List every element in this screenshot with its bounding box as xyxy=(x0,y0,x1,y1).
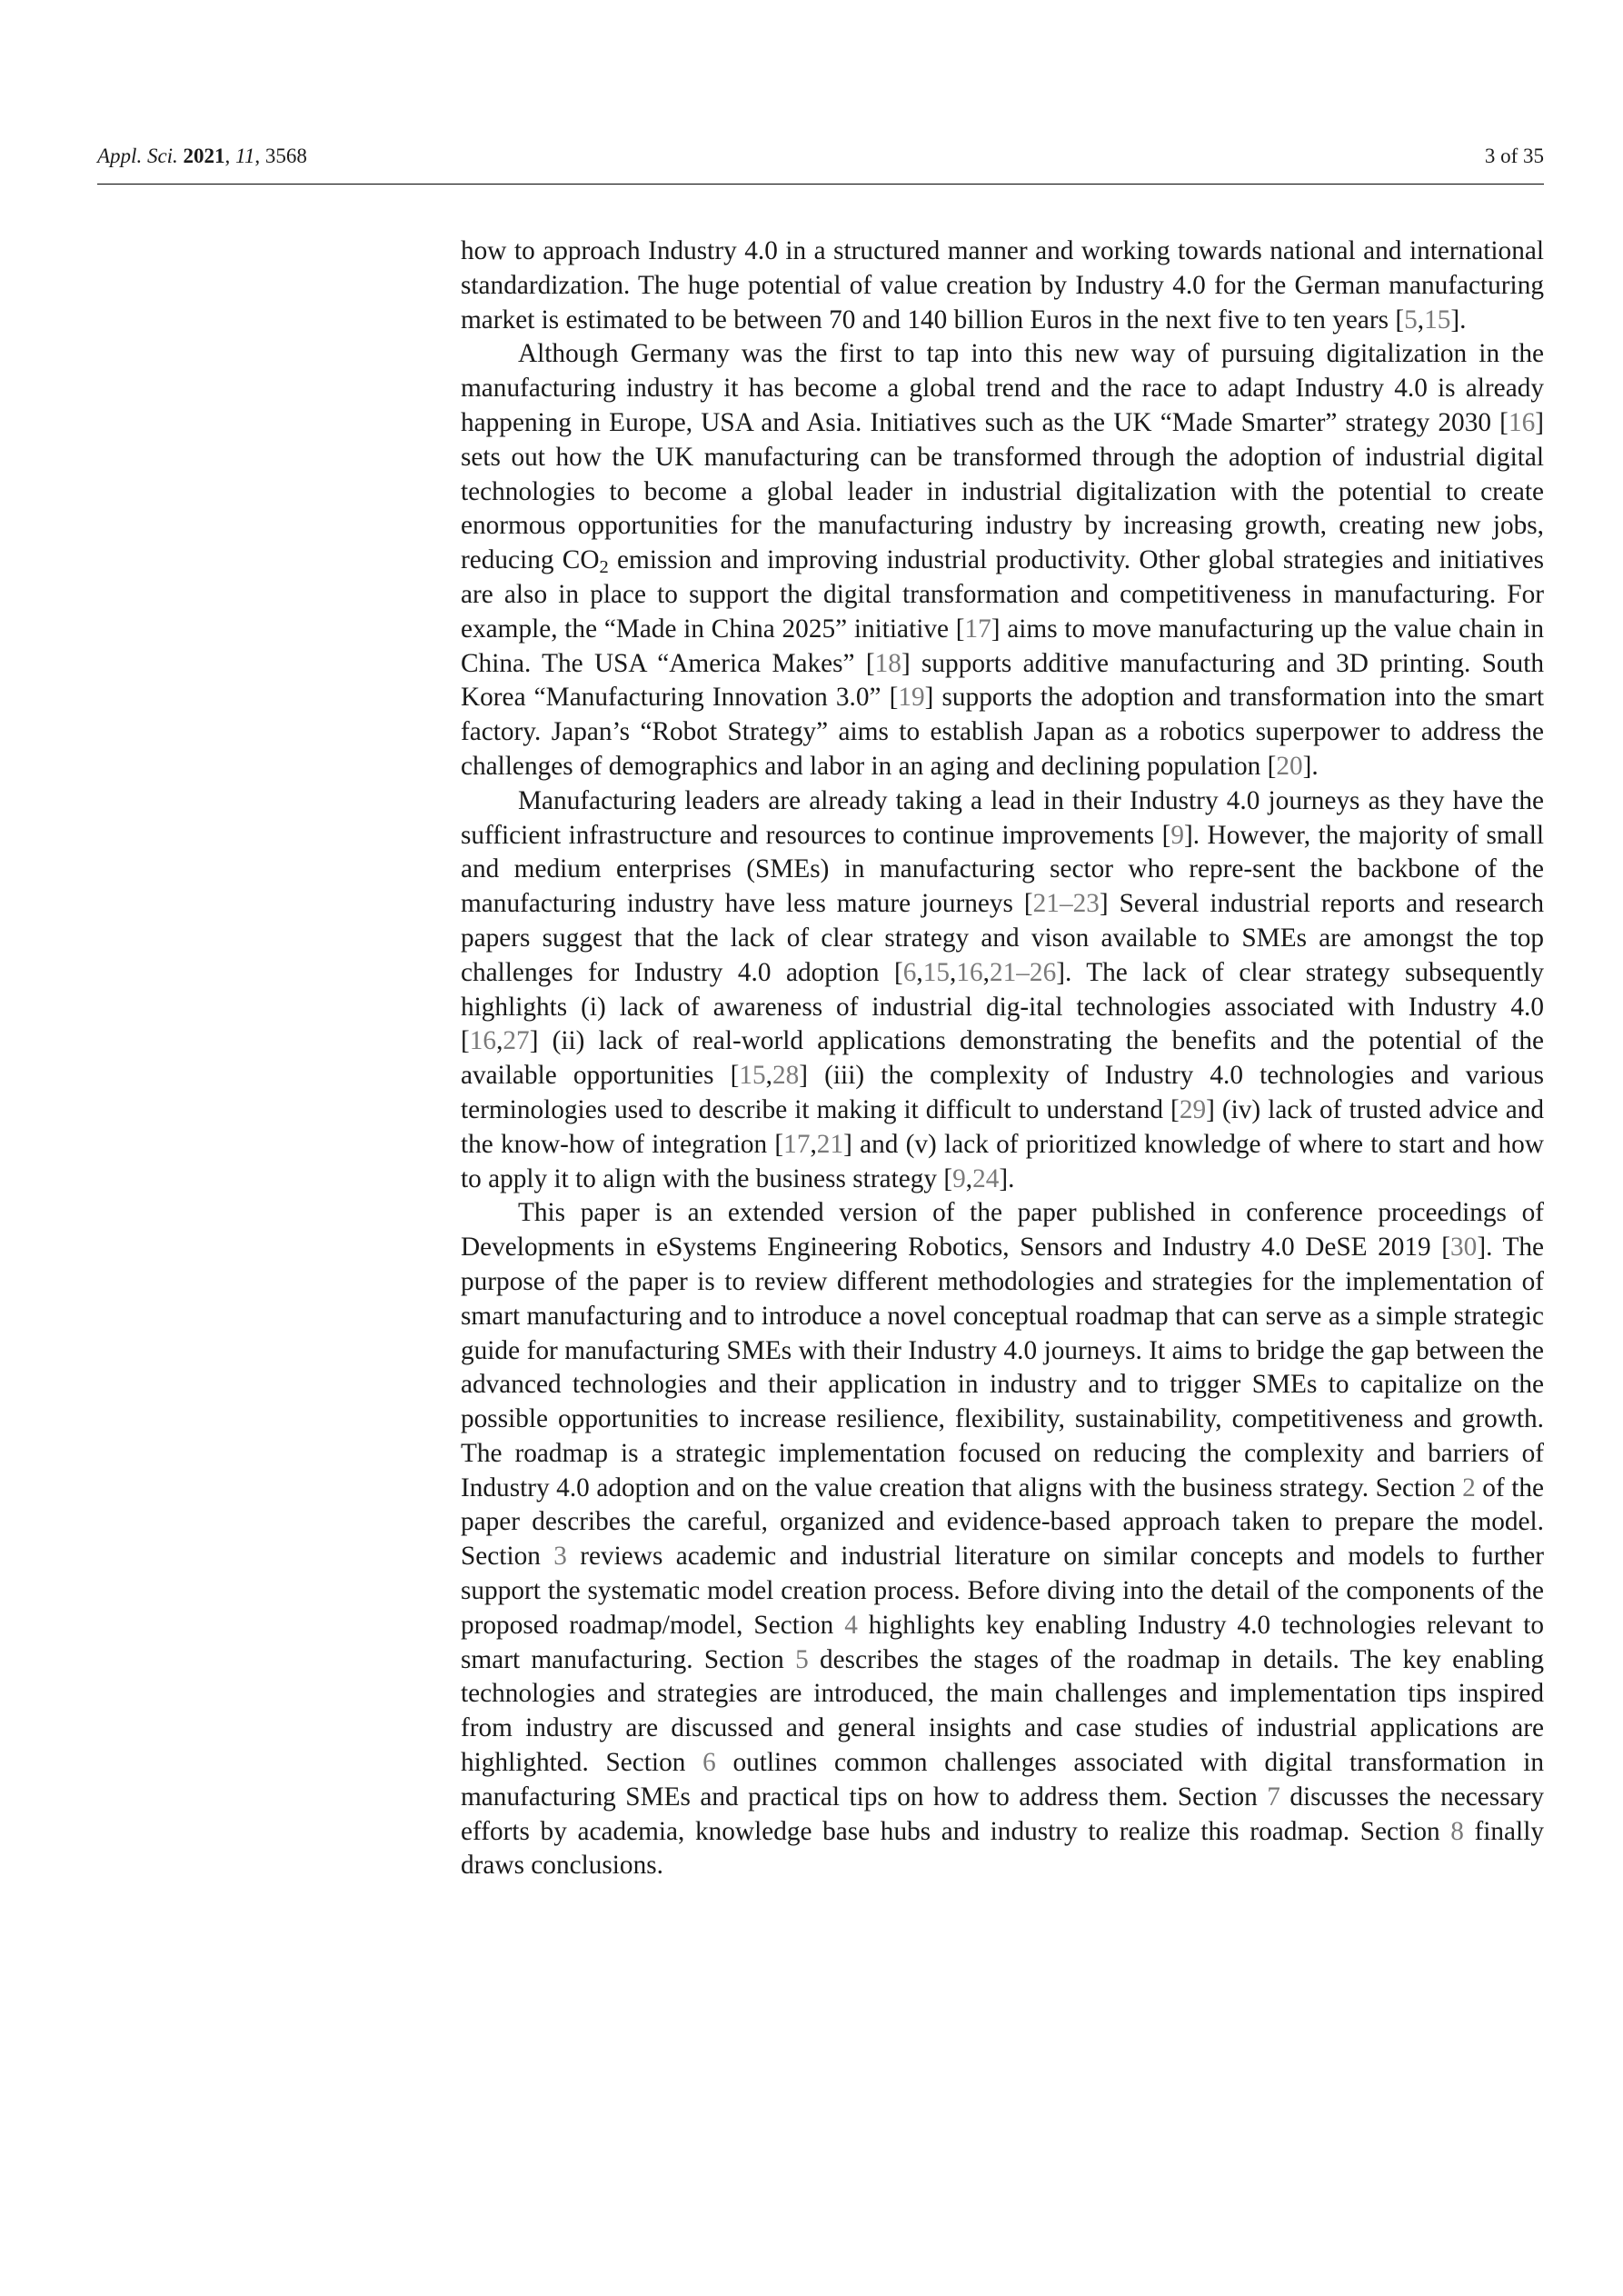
citation-link[interactable]: 24 xyxy=(972,1163,1000,1193)
text-run: highlights key enabling Industry 4.0 technologies relevant to smart manufacturing. Section xyxy=(461,1610,1544,1674)
citation-link[interactable]: 4 xyxy=(844,1610,858,1640)
citation-link[interactable]: 15 xyxy=(739,1061,766,1091)
citation-link[interactable]: 21–26 xyxy=(989,957,1057,987)
text-run: ]. xyxy=(1450,304,1467,334)
text-run: Manufacturing leaders are already taking a lead in their Industry 4.0 journeys as they have the sufficient infrastructure and resources to continue improvements [ xyxy=(461,785,1544,850)
citation-link[interactable]: 16 xyxy=(956,957,983,987)
page-header xyxy=(97,144,1544,185)
text-run: ] Several industrial reports and research papers suggest that the lack of clear strategy and vison available to SMEs are amongst the top challenges for Industry 4.0 adoption [ xyxy=(461,889,1544,987)
text-run: , xyxy=(1417,304,1425,334)
journal-reference: Appl. Sci. 2021, 11, 3568 xyxy=(97,145,307,167)
text-run: ]. However, the majority of small and medium enterprises (SMEs) in manufacturing sector who repre-sent the backbone of the manufacturing industry have less mature journeys [ xyxy=(461,820,1544,919)
volume-number: 11 xyxy=(235,145,255,167)
journal-name: Appl. Sci. xyxy=(97,145,178,167)
citation-link[interactable]: 5 xyxy=(795,1644,809,1674)
citation-link[interactable]: 21–23 xyxy=(1032,889,1100,919)
citation-link[interactable]: 5 xyxy=(1404,304,1418,334)
text-run: ] supports additive manufacturing and 3D printing. South Korea “Manufacturing Innovation 3.0” [ xyxy=(461,648,1544,713)
text-run: ] (iv) lack of trusted advice and the know-how of integration [ xyxy=(461,1094,1544,1159)
citation-link[interactable]: 15 xyxy=(922,957,951,987)
text-run: ] sets out how the UK manufacturing can be transformed through the adoption of industrial digital technologies to become a global leader in industrial digitalization with the potential to create enormous opportunities for the manufacturing industry by increasing growth, creating new jobs, reducing CO xyxy=(461,407,1544,575)
citation-link[interactable]: 6 xyxy=(902,957,917,987)
subscript: 2 xyxy=(599,557,609,578)
text-run: , xyxy=(916,957,923,987)
citation-link[interactable]: 18 xyxy=(874,648,901,678)
text-run: , xyxy=(765,1061,772,1091)
text-run: Although Germany was the first to tap into this new way of pursuing digitalization in the manufacturing industry it has become a global trend and the race to adapt Industry 4.0 is already happening in Europe, USA and Asia. Initiatives such as the UK “Made Smarter” strategy 2030 [ xyxy=(461,339,1544,437)
text-run: , xyxy=(810,1129,817,1159)
text-run: how to approach Industry 4.0 in a structured manner and working towards national and international standardization. The huge potential of value creation by Industry 4.0 for the German manufacturing market is estimated to be between 70 and 140 billion Euros in the next five to ten years [ xyxy=(461,236,1544,334)
citation-link[interactable]: 15 xyxy=(1424,304,1451,334)
citation-link[interactable]: 27 xyxy=(503,1026,530,1056)
citation-link[interactable]: 6 xyxy=(702,1748,716,1778)
text-run: ]. xyxy=(1302,751,1319,781)
text-run: ]. The lack of clear strategy subsequently highlights (i) lack of awareness of industrial dig-ital technologies associated with Industry 4.0 [ xyxy=(461,957,1544,1056)
citation-link[interactable]: 9 xyxy=(952,1163,966,1193)
text-run: finally draws conclusions. xyxy=(461,1816,1544,1881)
citation-link[interactable]: 17 xyxy=(964,614,991,644)
text-run: ]. The purpose of the paper is to review different methodologies and strategies for the implementation of smart manufacturing and to introduce a novel conceptual roadmap that can serve as a simple strategic guide for manufacturing SMEs with their Industry 4.0 journeys. It aims to bridge the gap between the advanced technologies and their application in industry and to trigger SMEs to capitalize on the possible opportunities to increase resilience, flexibility, sustainability, competitiveness and growth. The roadmap is a strategic implementation focused on reducing the complexity and barriers of Industry 4.0 adoption and on the value creation that aligns with the business strategy. Section xyxy=(461,1233,1544,1502)
citation-link[interactable]: 2 xyxy=(1462,1472,1476,1502)
text-run: reviews academic and industrial literature on similar concepts and models to further support the systematic model creation process. Before diving into the detail of the components of the proposed roadmap/model, Section xyxy=(461,1542,1545,1640)
text-run: This paper is an extended version of the paper published in conference proceedings of Developments in eSystems Engineering Robotics, Sensors and Industry 4.0 DeSE 2019 [ xyxy=(461,1198,1544,1263)
body-text xyxy=(461,235,1544,1883)
citation-link[interactable]: 20 xyxy=(1276,751,1303,781)
citation-link[interactable]: 9 xyxy=(1170,820,1184,850)
citation-link[interactable]: 28 xyxy=(772,1061,800,1091)
publication-year: 2021 xyxy=(183,145,225,167)
paragraph-1 xyxy=(461,235,1544,337)
text-run: discusses the necessary efforts by academia, knowledge base hubs and industry to realize this roadmap. Section xyxy=(461,1782,1544,1846)
text-run: ] (ii) lack of real-world applications demonstrating the benefits and the potential of the available opportunities [ xyxy=(461,1026,1544,1091)
citation-link[interactable]: 3 xyxy=(553,1542,567,1572)
citation-link[interactable]: 19 xyxy=(898,683,925,713)
text-run: , xyxy=(950,957,957,987)
text-run: , xyxy=(965,1163,973,1193)
text-run: emission and improving industrial productivity. Other global strategies and initiatives are also in place to support the digital transformation and competitiveness in manufacturing. For example, the “Made in China 2025” initiative [ xyxy=(461,545,1544,644)
text-run: of the paper describes the careful, organized and evidence-based approach taken to prepare the model. Section xyxy=(461,1472,1544,1572)
citation-link[interactable]: 16 xyxy=(469,1026,497,1056)
text-run: outlines common challenges associated with digital transformation in manufacturing SMEs and practical tips on how to address them. Section xyxy=(461,1748,1544,1812)
text-run: , xyxy=(982,957,990,987)
text-run: ]. xyxy=(999,1163,1015,1193)
paragraph-2 xyxy=(461,337,1544,784)
citation-link[interactable]: 29 xyxy=(1179,1094,1207,1124)
text-run: ] (iii) the complexity of Industry 4.0 technologies and various terminologies used to describe it making it difficult to understand [ xyxy=(461,1061,1544,1124)
citation-link[interactable]: 30 xyxy=(1450,1233,1478,1263)
citation-link[interactable]: 7 xyxy=(1267,1782,1280,1812)
text-run: ] aims to move manufacturing up the value chain in China. The USA “America Makes” [ xyxy=(461,614,1545,678)
citation-link[interactable]: 21 xyxy=(816,1129,844,1159)
article-number: 3568 xyxy=(264,145,307,167)
paragraph-4 xyxy=(461,1196,1544,1883)
text-run: describes the stages of the roadmap in details. The key enabling technologies and strategies are introduced, the main challenges and implementation tips inspired from industry are discussed and general insights and case studies of industrial applications are highlighted. Section xyxy=(461,1644,1544,1778)
citation-link[interactable]: 17 xyxy=(783,1129,811,1159)
page-number: 3 of 35 xyxy=(1484,145,1544,167)
citation-link[interactable]: 16 xyxy=(1508,407,1536,437)
text-run: ] and (v) lack of prioritized knowledge of where to start and how to apply it to align with the business strategy [ xyxy=(461,1129,1544,1193)
text-run: , xyxy=(496,1026,503,1056)
citation-link[interactable]: 8 xyxy=(1450,1816,1464,1846)
text-run: ] supports the adoption and transformation into the smart factory. Japan’s “Robot Strategy” aims to establish Japan as a robotics superpower to address the challenges of demographics and labor in an aging and declining population [ xyxy=(461,683,1544,781)
paragraph-3 xyxy=(461,784,1544,1197)
